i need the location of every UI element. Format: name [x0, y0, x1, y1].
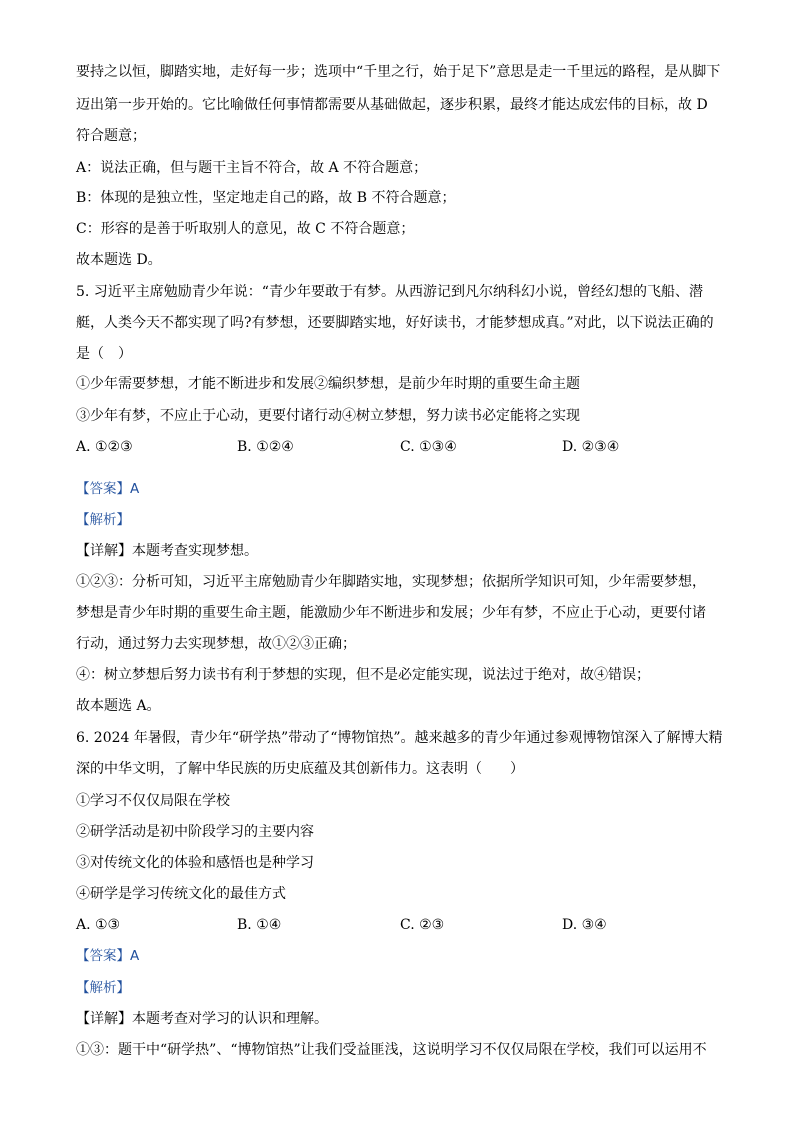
explanation-line: ④：树立梦想后努力读书有利于梦想的实现，但不是必定能实现，说法过于绝对，故④错误； [76, 667, 650, 683]
question-6-option-a: A. ①③ [76, 917, 121, 933]
explanation-line: 梦想是青少年时期的重要生命主题，能激励少年不断进步和发展；少年有梦，不应止于心动，更要付诸 [76, 605, 706, 621]
question-6-option-c: C. ②③ [400, 917, 445, 933]
question-6-stem: 深的中华文明，了解中华民族的历史底蕴及其创新伟力。这表明（ ） [76, 761, 524, 777]
question-5-option-d: D. ②③④ [562, 439, 620, 455]
explanation-line: ①②③：分析可知，习近平主席勉励青少年脚踏实地，实现梦想；依据所学知识可知，少年需要梦想， [76, 574, 706, 590]
option-analysis-c: C：形容的是善于听取别人的意见，故 C 不符合题意； [76, 221, 415, 237]
explanation-line: 迈出第一步开始的。它比喻做任何事情都需要从基础做起，逐步积累，最终才能达成宏伟的目标，故 D [76, 97, 708, 113]
analysis-label: 【解析】 [76, 512, 130, 528]
option-analysis-b: B：体现的是独立性，坚定地走自己的路，故 B 不符合题意； [76, 190, 456, 206]
conclusion-line: 故本题选 D。 [76, 252, 162, 268]
question-6-stem: 6. 2024 年暑假，青少年“研学热”带动了“博物馆热”。越来越多的青少年通过参观博物馆深入了解博大精 [76, 730, 723, 746]
explanation-line: 要持之以恒，脚踏实地，走好每一步；选项中“千里之行，始于足下”意思是走一千里远的路程，是从脚下 [76, 64, 721, 80]
question-6-statement: ②研学活动是初中阶段学习的主要内容 [76, 824, 314, 840]
detail-label: 【详解】本题考查实现梦想。 [76, 543, 258, 559]
explanation-line: 行动，通过努力去实现梦想，故①②③正确； [76, 636, 356, 652]
explanation-line: 符合题意； [76, 128, 146, 144]
question-6-statement: ④研学是学习传统文化的最佳方式 [76, 886, 286, 902]
question-6-option-d: D. ③④ [562, 917, 607, 933]
question-5-statement: ①少年需要梦想，才能不断进步和发展②编织梦想，是前少年时期的重要生命主题 [76, 376, 580, 392]
conclusion-line: 故本题选 A。 [76, 698, 161, 714]
question-5-stem: 艇，人类今天不都实现了吗?有梦想，还要脚踏实地，好好读书，才能梦想成真。”对此，以下说法正确的 [76, 315, 714, 331]
question-6-statement: ③对传统文化的体验和感悟也是种学习 [76, 855, 314, 871]
question-5-option-b: B. ①②④ [237, 439, 294, 455]
explanation-line: ①③：题干中“研学热”、“博物馆热”让我们受益匪浅，这说明学习不仅仅局限在学校，我们可以运用不 [76, 1042, 707, 1058]
question-5-stem: 是（ ） [76, 346, 132, 362]
question-5-option-c: C. ①③④ [400, 439, 457, 455]
question-5-statement: ③少年有梦，不应止于心动，更要付诸行动④树立梦想，努力读书必定能将之实现 [76, 408, 580, 424]
detail-label: 【详解】本题考查对学习的认识和理解。 [76, 1011, 328, 1027]
question-5-stem: 5. 习近平主席勉励青少年说：“青少年要敢于有梦。从西游记到凡尔纳科幻小说，曾经幻想的飞船、潜 [76, 284, 703, 300]
question-6-option-b: B. ①④ [237, 917, 282, 933]
answer-label: 【答案】A [76, 481, 140, 497]
question-5-option-a: A. ①②③ [76, 439, 133, 455]
answer-label: 【答案】A [76, 948, 140, 964]
question-6-statement: ①学习不仅仅局限在学校 [76, 793, 230, 809]
option-analysis-a: A：说法正确，但与题干主旨不符合，故 A 不符合题意； [76, 160, 428, 176]
analysis-label: 【解析】 [76, 980, 130, 996]
